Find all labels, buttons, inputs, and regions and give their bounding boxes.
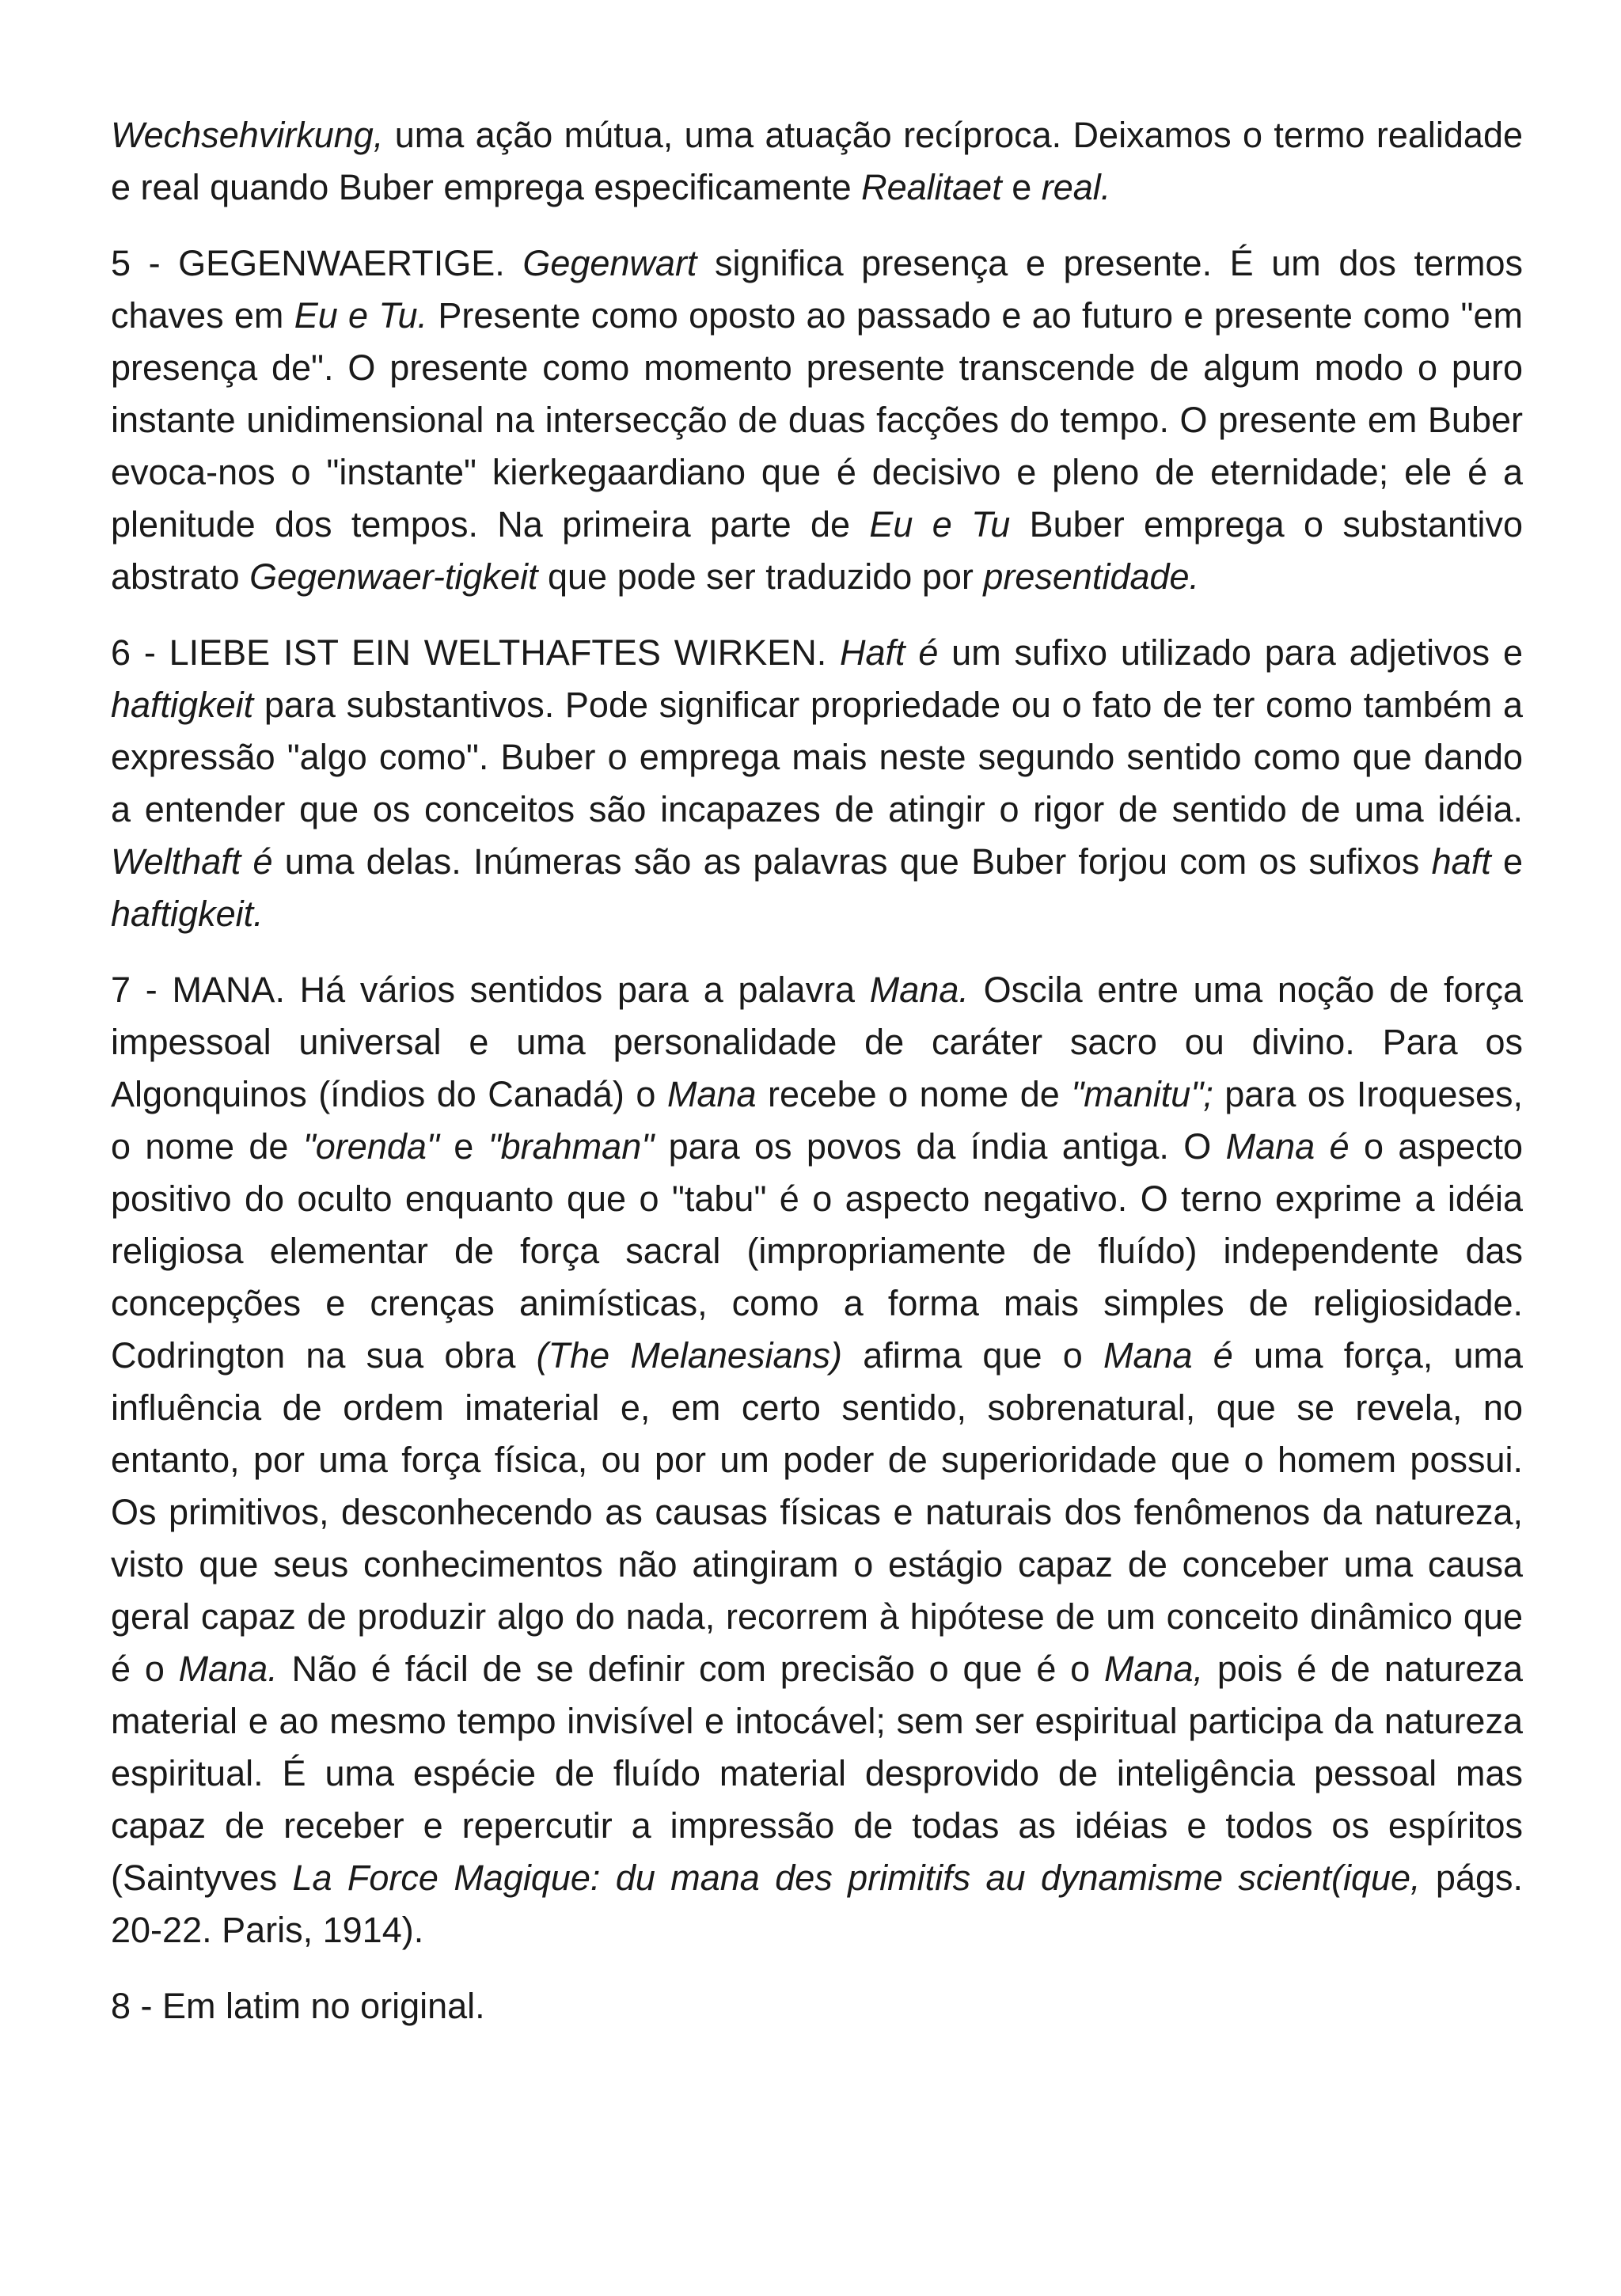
text-run: e (1490, 841, 1524, 882)
italic-term: Mana é (1103, 1335, 1233, 1376)
italic-term: Mana, (1104, 1649, 1204, 1689)
italic-term: Wechsehvirkung, (111, 115, 384, 155)
italic-term: Mana é (1225, 1126, 1350, 1167)
italic-term: (The Melanesians) (536, 1335, 842, 1376)
italic-term: presentidade. (983, 556, 1200, 597)
italic-term: Eu e Tu. (294, 295, 428, 336)
italic-term: Realitaet (861, 167, 1002, 207)
text-run: Não é fácil de se definir com precisão o que é o (277, 1649, 1105, 1689)
text-run: uma ação mútua, uma atuação recíproca. Deixamos o termo realidade e real quando Buber emprega especificamente (111, 115, 1523, 207)
italic-term: Eu e Tu (869, 504, 1011, 545)
italic-term: Gegenwaer-tigkeit (249, 556, 538, 597)
footnote-5-gegenwaertige (111, 237, 1523, 603)
italic-term: "orenda" (302, 1126, 439, 1167)
text-run: afirma que o (842, 1335, 1103, 1376)
italic-term: Gegenwart (522, 243, 697, 283)
italic-term: Mana (666, 1074, 757, 1114)
text-run: significa presença e presente. É um dos termos chaves em (111, 243, 1524, 336)
text-run: págs. 20-22. Paris, 1914). (111, 1858, 1523, 1950)
text-run: recebe o nome de (756, 1074, 1072, 1114)
text-run: para substantivos. Pode significar propriedade ou o fato de ter como também a expressão "algo como". Buber o emprega mais neste segundo sentido como que dando a entender que os conceitos são incapazes de atingir o rigor de sentido de uma idéia. (111, 685, 1523, 829)
text-run: o aspecto positivo do oculto enquanto que o "tabu" é o aspecto negativo. O terno exprime a idéia religiosa elementar de força sacral (impropriamente de fluído) independente das concepções e crenças animísticas, como a forma mais simples de religiosidade. Codrington na sua obra (111, 1126, 1523, 1376)
text-run: 6 - LIEBE IST EIN WELTHAFTES WIRKEN. (111, 632, 841, 673)
italic-term: haftigkeit (111, 685, 254, 725)
italic-term: Welthaft é (111, 841, 273, 882)
italic-term: real. (1041, 167, 1111, 207)
text-run: para os Iroqueses, o nome de (111, 1074, 1523, 1167)
italic-term: Mana. (869, 970, 969, 1010)
footnote-7-mana (111, 964, 1523, 1956)
text-run: um sufixo utilizado para adjetivos e (938, 632, 1523, 673)
document-page (111, 109, 1523, 2056)
paragraph-wechselwirkung (111, 109, 1523, 214)
text-run: e (438, 1126, 488, 1167)
text-run: Oscila entre uma noção de força impessoal universal e uma personalidade de caráter sacro ou divino. Para os Algonquinos (índios do Canadá) o (111, 970, 1523, 1114)
italic-term: Mana. (178, 1649, 278, 1689)
text-run: para os povos da índia antiga. O (654, 1126, 1226, 1167)
text-run: 5 - GEGENWAERTIGE. (111, 243, 523, 283)
italic-term: haftigkeit. (111, 894, 264, 934)
italic-term: "brahman" (488, 1126, 655, 1167)
text-run: uma delas. Inúmeras são as palavras que Buber forjou com os sufixos (272, 841, 1432, 882)
text-run: e (1001, 167, 1042, 207)
text-run: pois é de natureza material e ao mesmo tempo invisível e intocável; sem ser espiritual participa da natureza espiritual. É uma espécie de fluído material desprovido de inteligência pessoal mas capaz de receber e repercutir a impressão de todas as idéias e todos os espíritos (Saintyves (111, 1649, 1524, 1898)
italic-term: "manitu"; (1071, 1074, 1213, 1114)
text-run: Buber emprega o substantivo abstrato (111, 504, 1524, 597)
italic-term: Haft é (840, 632, 939, 673)
text-run: que pode ser traduzido por (537, 556, 984, 597)
footnote-6-liebe (111, 627, 1523, 940)
text-run: 8 - Em latim no original. (111, 1986, 485, 2026)
text-run: 7 - MANA. Há vários sentidos para a palavra (111, 970, 870, 1010)
italic-term: La Force Magique: du mana des primitifs au dynamisme scient(ique, (292, 1858, 1421, 1898)
footnote-8-latim (111, 1980, 1523, 2032)
italic-term: haft (1431, 841, 1491, 882)
text-run: uma força, uma influência de ordem imaterial e, em certo sentido, sobrenatural, que se revela, no entanto, por uma força física, ou por um poder de superioridade que o homem possui. Os primitivos, desconhecendo as causas físicas e naturais dos fenômenos da natureza, visto que seus conhecimentos não atingiram o estágio capaz de conceber uma causa geral capaz de produzir algo do nada, recorrem à hipótese de um conceito dinâmico que é o (111, 1335, 1523, 1689)
text-run: Presente como oposto ao passado e ao futuro e presente como "em presença de". O presente como momento presente transcende de algum modo o puro instante unidimensional na intersecção de duas facções do tempo. O presente em Buber evoca-nos o "instante" kierkegaardiano que é decisivo e pleno de eternidade; ele é a plenitude dos tempos. Na primeira parte de (111, 295, 1523, 545)
